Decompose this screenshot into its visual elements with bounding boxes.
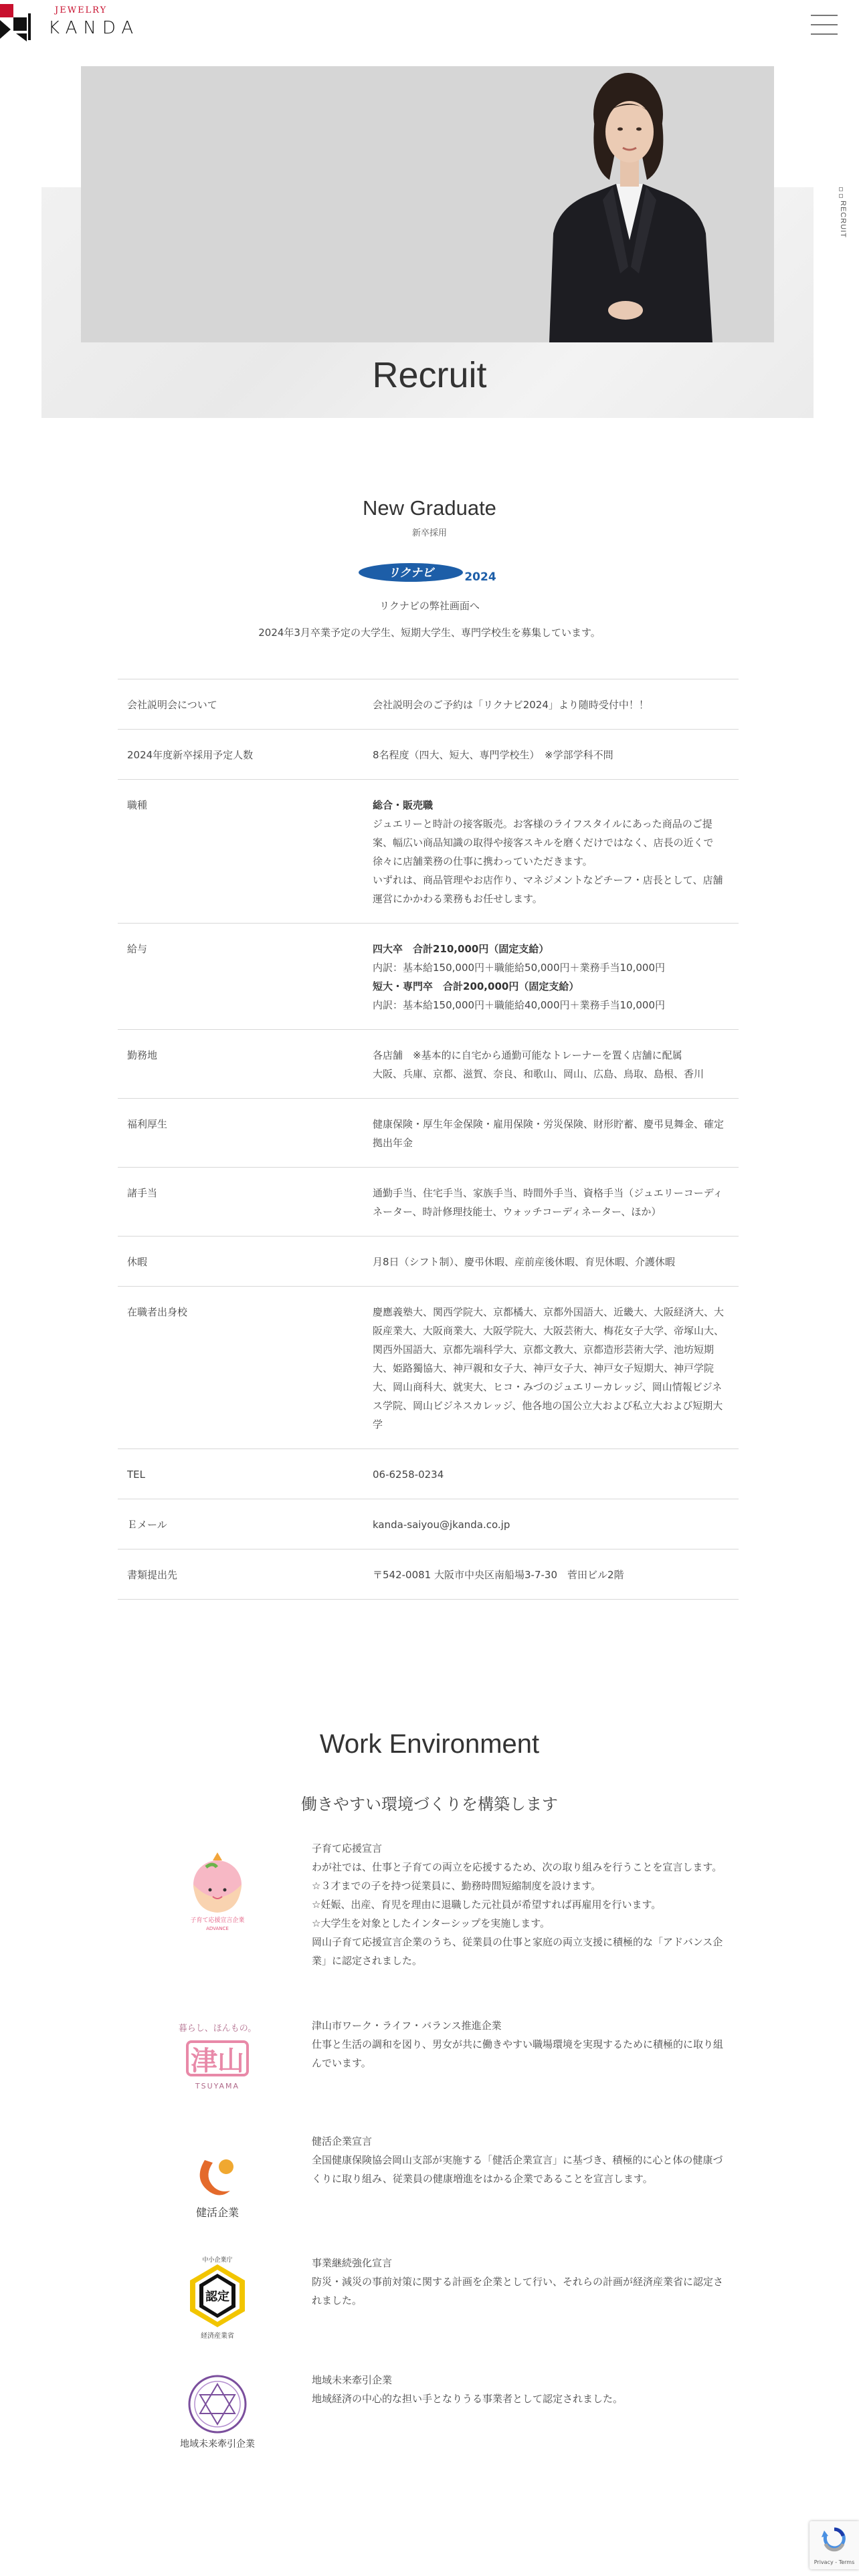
salary-heading: 四大卒 合計210,000円（固定支給） (373, 943, 549, 955)
table-row (118, 1449, 739, 1499)
row-value: 会社説明会のご予約は「リクナビ2024」より随時受付中！！ (373, 699, 649, 711)
recruit-intro: 2024年3月卒業予定の大学生、短期大学生、専門学校生を募集しています。 (258, 627, 601, 639)
side-page-label: RECRUIT (839, 201, 847, 238)
recaptcha-links[interactable]: Privacy - Terms (814, 2559, 855, 2565)
row-value: 8名程度（四大、短大、専門学校生） ※学部学科不問 (373, 749, 613, 761)
new-graduate-title: New Graduate (363, 496, 496, 520)
job-title: 総合・販売職 (373, 799, 434, 811)
row-label: 会社説明会について (127, 699, 217, 711)
logo-title: KANDA (48, 18, 140, 38)
we-line: ☆３才までの子を持つ従業員に、勤務時間短縮制度を設けます。 (312, 1880, 601, 1892)
table-row (118, 1287, 739, 1449)
table-row (118, 924, 739, 1030)
row-value: 〒542-0081 大阪市中央区南船場3-7-30 菅田ビル2階 (373, 1569, 624, 1581)
salary-heading: 短大・専門卒 合計200,000円（固定支給） (373, 980, 579, 992)
site-header (0, 0, 859, 47)
recaptcha-icon (809, 2521, 859, 2553)
row-label: 在職者出身校 (127, 1306, 188, 1318)
table-row (118, 780, 739, 924)
new-graduate-subtitle: 新卒採用 (411, 528, 447, 538)
hamburger-menu-icon[interactable] (811, 15, 838, 35)
row-label: Ｅメール (127, 1519, 167, 1531)
icon-caption: TSUYAMA (195, 2082, 240, 2090)
icon-caption: 経済産業省 (201, 2333, 234, 2340)
row-label: TEL (127, 1469, 145, 1481)
row-value (373, 1046, 727, 1083)
recaptcha-badge[interactable] (809, 2521, 859, 2569)
table-row (118, 1549, 739, 1600)
row-value: 慶應義塾大、関西学院大、京都橘大、京都外国語大、近畿大、大阪経済大、大阪産業大、大阪商業大、大阪学院大、大阪芸術大、梅花女子大学、帝塚山大、関西外国語大、京都先端科学大、京都文教大、京都造形芸術大学、池坊短期大、姫路獨協大、神戸親和女子大、神戸女子大、神戸女子短期大、神戸学院大、岡山商科大、就実大、ヒコ・みづのジュエリーカレッジ、岡山情報ビジネス学院、岡山ビジネスカレッジ、他各地の国公立大および私立大および短期大学 (373, 1306, 725, 1430)
we-text (312, 2016, 724, 2072)
row-label: 給与 (127, 943, 148, 955)
icon-title: 津山 (191, 2045, 244, 2076)
recruit-info-table (118, 679, 739, 1600)
we-heading: 津山市ワーク・ライフ・バランス推進企業 (312, 2020, 502, 2032)
row-label: 休暇 (127, 1256, 148, 1268)
hero-photo (81, 66, 774, 342)
icon-title: 認定 (205, 2290, 229, 2304)
icon-caption: 子育て応援宣言企業 (190, 1917, 245, 1924)
location-note: 各店舗 ※基本的に自宅から通勤可能なトレーナーを置く店舗に配属 (373, 1049, 682, 1061)
page-title: Recruit (372, 355, 487, 395)
row-value: 通勤手当、住宅手当、家族手当、時間外手当、資格手当（ジュエリーコーディネーター、時計修理技能士、ウォッチコーディネーター、ほか） (373, 1187, 723, 1218)
we-text (312, 2254, 724, 2310)
job-description: ジュエリーと時計の接客販売。お客様のライフスタイルにあった商品のご提案、幅広い商品知識の取得や接客スキルを磨くだけではなく、店長の近くで徐々に店舗業務の仕事に携わっていただきます。 (373, 818, 714, 867)
rikunabi-link[interactable]: リクナビの弊社画面へ (379, 600, 480, 612)
row-label: 諸手当 (127, 1187, 158, 1199)
svg-text:ADVANCE: ADVANCE (206, 1926, 229, 1931)
logo-subtitle: JEWELRY (55, 5, 108, 15)
we-text (312, 2371, 724, 2408)
email-address[interactable]: kanda-saiyou@jkanda.co.jp (373, 1519, 510, 1531)
row-label: 勤務地 (127, 1049, 158, 1061)
rikunabi-year: 2024 (464, 570, 496, 584)
icon-top-text: 暮らし、ほんもの。 (178, 2024, 257, 2034)
row-value: 健康保険・厚生年金保険・雇用保険・労災保険、財形貯蓄、慶弔見舞金、確定拠出年金 (373, 1118, 725, 1149)
row-label: 職種 (127, 799, 148, 811)
we-heading: 健活企業宣言 (312, 2135, 373, 2147)
health-management-icon (173, 2140, 262, 2230)
table-row (118, 1499, 739, 1549)
rikunabi-logo-icon[interactable] (359, 562, 498, 588)
we-line: ☆大学生を対象としたインターシップを実施します。 (312, 1917, 551, 1929)
icon-top-text: 中小企業庁 (202, 2257, 233, 2264)
table-row (118, 679, 739, 730)
we-line: 仕事と生活の調和を図り、男女が共に働きやすい職場環境を実現するために積極的に取り組んでいます。 (312, 2038, 724, 2069)
table-row (118, 1168, 739, 1237)
we-heading: 地域未来牽引企業 (312, 2374, 393, 2386)
side-indicator-dot (839, 194, 843, 198)
location-list: 大阪、兵庫、京都、滋賀、奈良、和歌山、岡山、広島、鳥取、島根、香川 (373, 1068, 704, 1080)
we-text (312, 1839, 724, 1970)
we-line: 防災・減災の事前対策に関する計画を企業として行い、それらの計画が経済産業省に認定されました。 (312, 2276, 724, 2306)
we-line: 岡山子育て応援宣言企業のうち、従業員の仕事と家庭の両立支援に積極的な「アドバンス企業」に認定されました。 (312, 1936, 723, 1967)
we-text (312, 2132, 724, 2188)
row-label: 書類提出先 (127, 1569, 178, 1581)
we-heading: 子育て応援宣言 (312, 1842, 383, 1854)
svg-text:リクナビ: リクナビ (388, 566, 434, 580)
salary-breakdown: 内訳：基本給150,000円＋職能給40,000円＋業務手当10,000円 (373, 999, 666, 1011)
row-label: 福利厚生 (127, 1118, 168, 1130)
table-row (118, 1237, 739, 1287)
work-environment-title: Work Environment (319, 1729, 540, 1759)
work-environment-subtitle: 働きやすい環境づくりを構築します (301, 1795, 558, 1814)
icon-caption: 地域未来牽引企業 (180, 2439, 255, 2450)
row-label: 2024年度新卒採用予定人数 (127, 749, 254, 761)
job-description: いずれは、商品管理やお店作り、マネジメントなどチーフ・店長として、店舗運営にかかわる業務もお任せします。 (373, 874, 723, 905)
table-row (118, 730, 739, 780)
tsuyama-worklife-icon (173, 2016, 262, 2106)
we-line: わが社では、仕事と子育ての両立を応援するため、次の取り組みを行うことを宣言します。 (312, 1861, 723, 1873)
business-continuity-icon (173, 2254, 262, 2343)
we-line: 全国健康保険協会岡山支部が実施する「健活企業宣言」に基づき、積極的に心と体の健康づくりに取り組み、従業員の健康増進をはかる企業であることを宣言します。 (312, 2154, 723, 2185)
momo-child-support-icon (173, 1847, 262, 1937)
side-indicator-dot (839, 187, 843, 191)
phone-number[interactable]: 06-6258-0234 (373, 1469, 444, 1481)
businesswoman-photo-icon (81, 66, 774, 342)
we-heading: 事業継続強化宣言 (312, 2257, 393, 2269)
we-line: ☆妊娠、出産、育児を理由に退職した元社員が希望すれば再雇用を行います。 (312, 1899, 662, 1911)
kanda-logo[interactable] (0, 4, 140, 43)
logo-mark-icon (0, 4, 43, 43)
table-row (118, 1099, 739, 1168)
row-value (373, 796, 727, 908)
icon-caption: 健活企業 (195, 2206, 240, 2219)
we-line: 地域経済の中心的な担い手となりうる事業者として認定されました。 (312, 2393, 624, 2405)
regional-future-icon (173, 2371, 262, 2460)
row-value (373, 940, 727, 1014)
row-value: 月8日（シフト制）、慶弔休暇、産前産後休暇、育児休暇、介護休暇 (373, 1256, 676, 1268)
salary-breakdown: 内訳：基本給150,000円＋職能給50,000円＋業務手当10,000円 (373, 962, 666, 974)
table-row (118, 1030, 739, 1099)
